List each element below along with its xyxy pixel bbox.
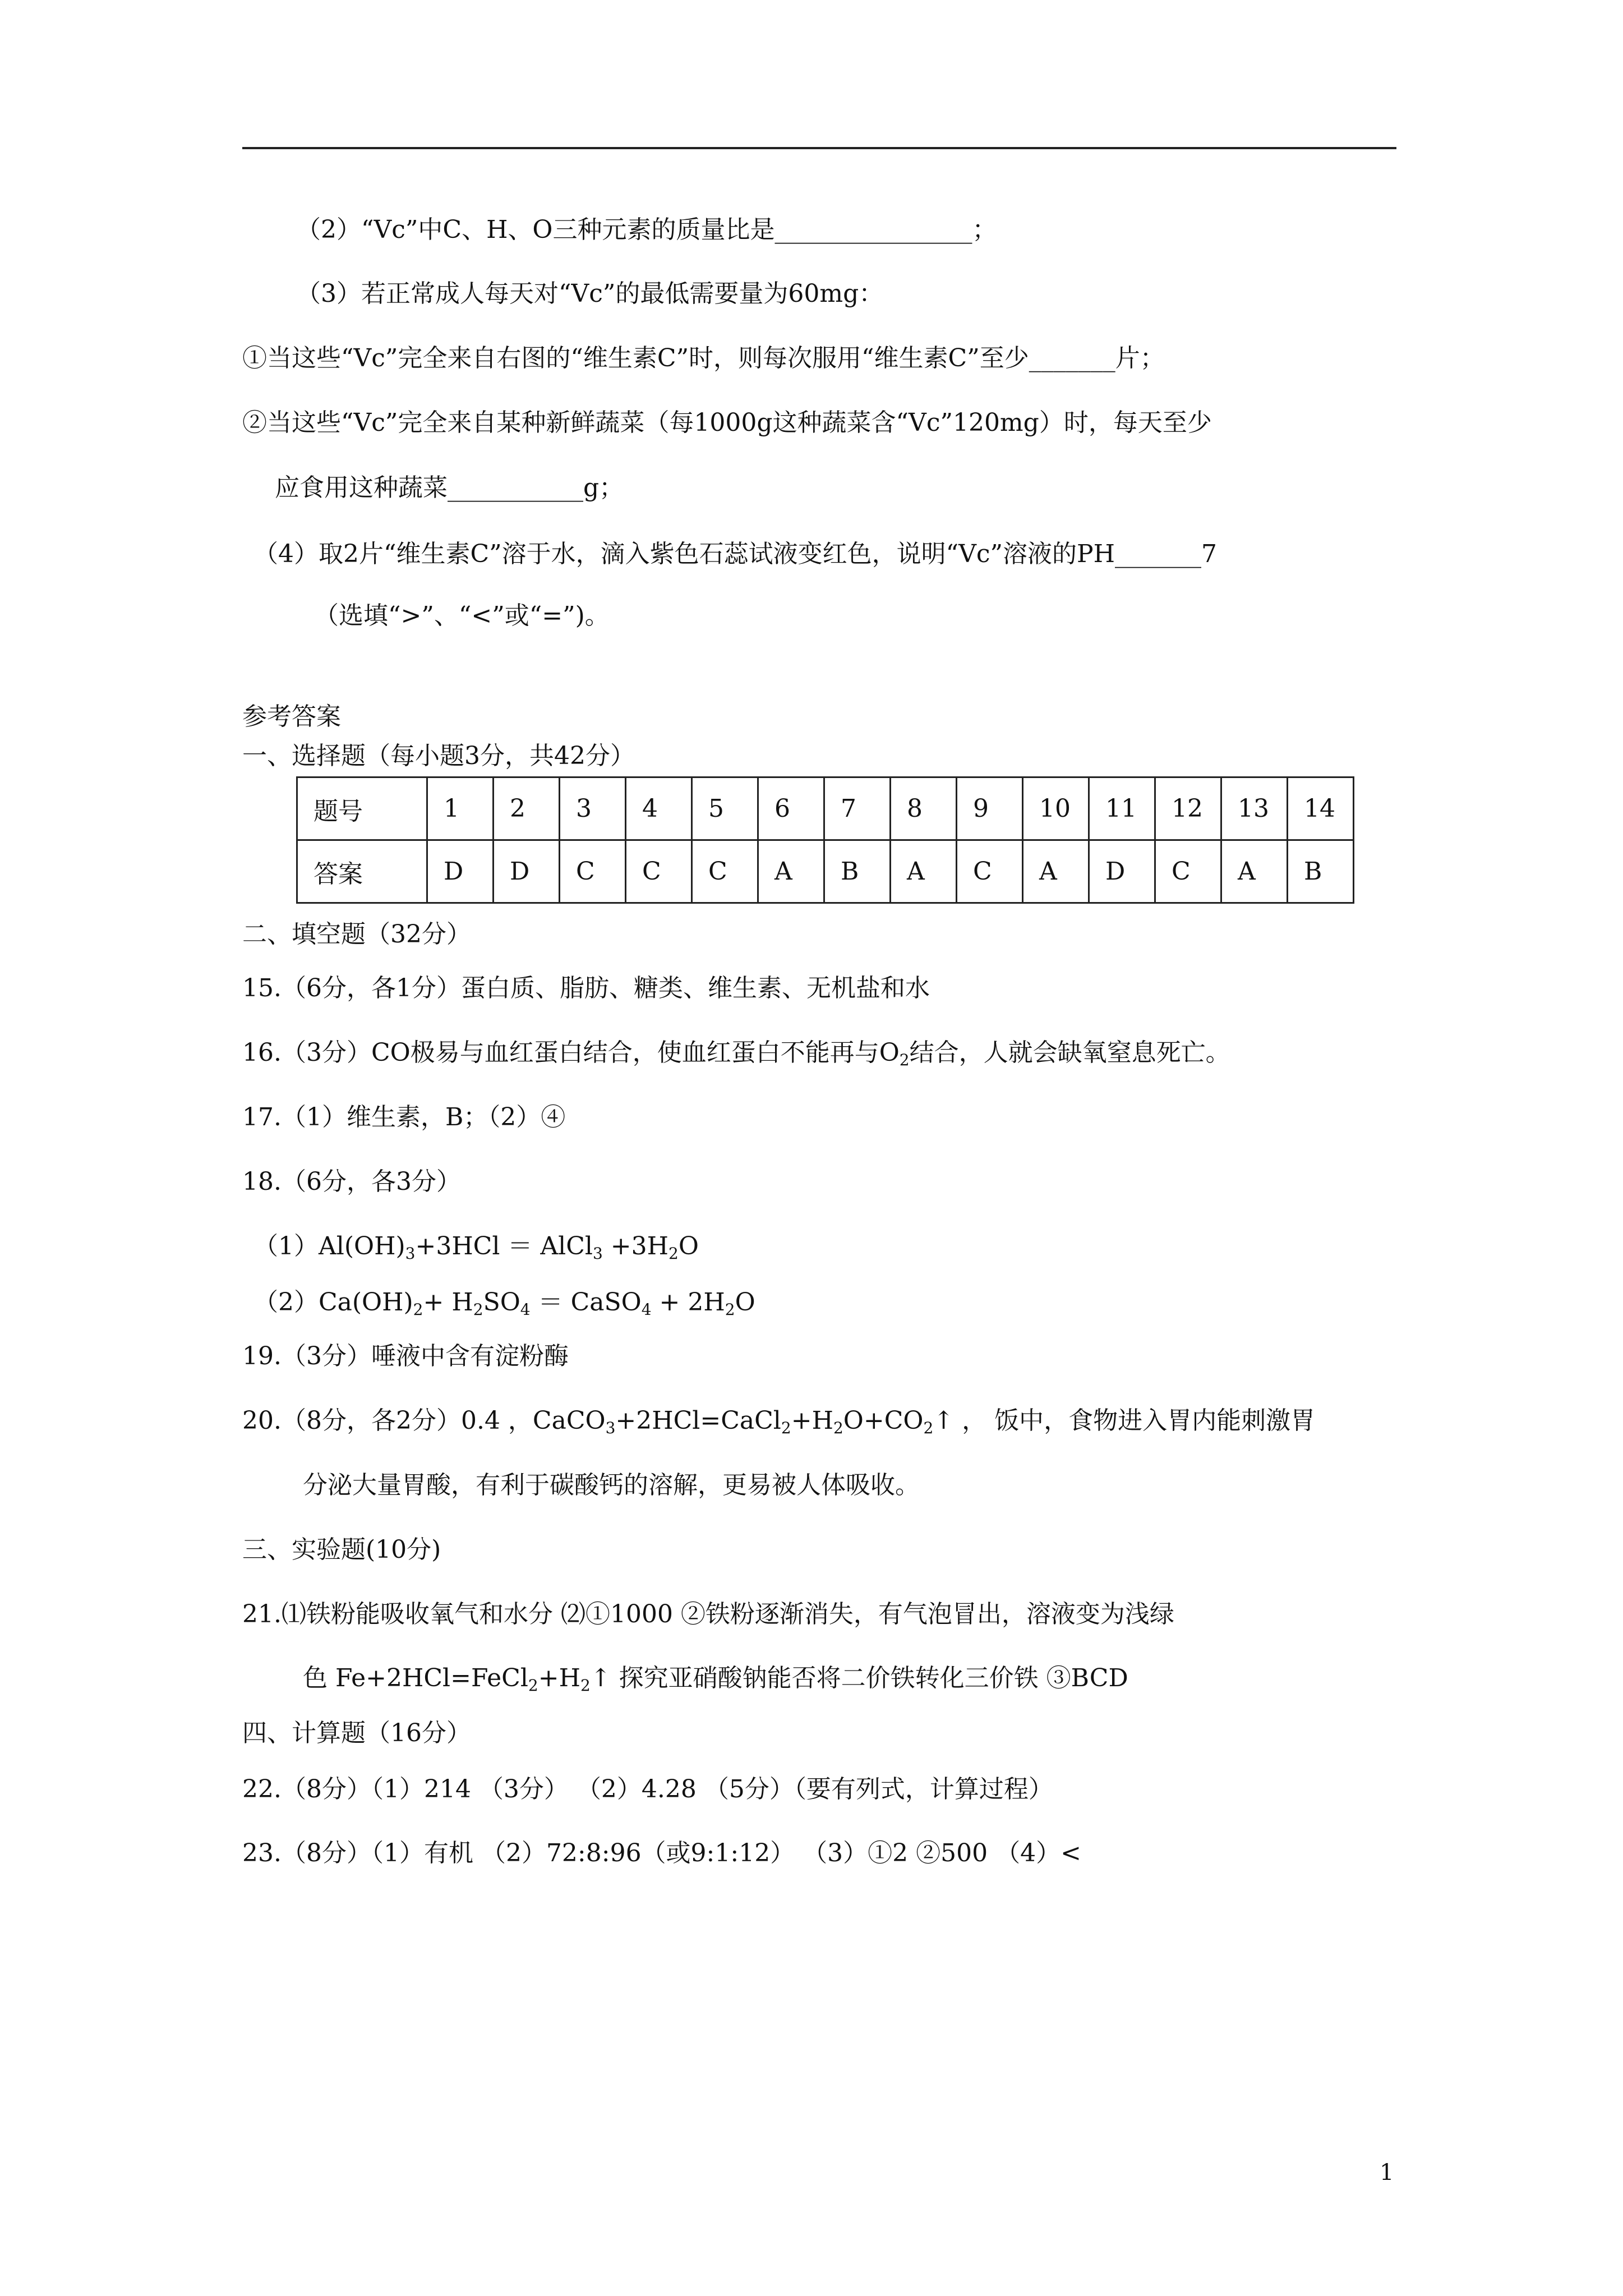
answer-18-2: $(2)Ca(OH)_2+ H_2SO_4$ ＝ CaSO$_4$ + $2H_2O$ [253, 1288, 755, 1319]
question-3: （3）若正常成人每天对“Vc”的最低需要量为60mg： [296, 279, 884, 308]
page-number: 1 [1380, 2160, 1394, 2185]
answer-20-line1: 20.（8分，各2分）0.4 ，$CaCO_3+2HCl=CaCl_2+H_2O+CO_2↑$ ， 饭中，食物进入胃内能刺激胃 [242, 1406, 1316, 1437]
table-cell: 10 [1023, 777, 1089, 840]
table-cell: D [494, 840, 560, 903]
table-row-answers [297, 840, 1354, 903]
table-cell: 1 [427, 777, 494, 840]
section-4-heading: 四、计算题（16分） [242, 1719, 471, 1747]
table-header-number: 题号 [297, 777, 427, 840]
answer-18: 18.（6分，各3分） [242, 1167, 461, 1196]
table-cell: A [1221, 840, 1288, 903]
table-cell: B [1288, 840, 1354, 903]
table-cell: C [1155, 840, 1221, 903]
table-cell: 2 [494, 777, 560, 840]
table-row-numbers [297, 777, 1354, 840]
answer-22: 22.（8分）（1）214 （3分） （2）4.28 （5分）（要有列式，计算过程） [242, 1775, 1053, 1803]
answer-15: 15.（6分，各1分）蛋白质、脂肪、糖类、维生素、无机盐和水 [242, 974, 930, 1002]
answer-21-line1: 21.⑴铁粉能吸收氧气和水分 ⑵①1000 ②铁粉逐渐消失，有气泡冒出，溶液变为浅绿 [242, 1600, 1174, 1628]
table-cell: 6 [758, 777, 824, 840]
table-cell: D [427, 840, 494, 903]
answer-17: 17.（1）维生素，B；（2）④ [242, 1103, 566, 1131]
section-3-heading: 三、实验题(10分) [242, 1535, 441, 1564]
table-cell: C [692, 840, 758, 903]
table-cell: A [1023, 840, 1089, 903]
answer-20-line2: 分泌大量胃酸，有利于碳酸钙的溶解，更易被人体吸收。 [303, 1471, 920, 1499]
table-cell: 4 [626, 777, 692, 840]
table-cell: 5 [692, 777, 758, 840]
question-3-1: ①当这些“Vc”完全来自右图的“维生素C”时，则每次服用“维生素C”至少_______片； [242, 344, 1165, 372]
table-cell: C [626, 840, 692, 903]
answers-title: 参考答案 [242, 702, 341, 731]
answer-18-1: $(1)Al(OH)_3+3HCl$ ＝ AlCl$_3$ $+3H_2O$ [253, 1232, 699, 1263]
table-cell: C [560, 840, 626, 903]
table-cell: B [824, 840, 891, 903]
table-cell: 8 [891, 777, 957, 840]
table-cell: C [957, 840, 1023, 903]
table-cell: 3 [560, 777, 626, 840]
table-cell: 11 [1089, 777, 1155, 840]
table-cell: 7 [824, 777, 891, 840]
table-cell: A [891, 840, 957, 903]
answer-16: 16.（3分）CO极易与血红蛋白结合，使血红蛋白不能再与$O_2$结合，人就会缺氧窒息死亡。 [242, 1038, 1230, 1069]
answer-21-line2: 色 $Fe+2HCl=FeCl_2+H_2↑$ 探究亚硝酸钠能否将二价铁转化三价铁 ③BCD [303, 1664, 1128, 1695]
section-2-heading: 二、填空题（32分） [242, 920, 471, 949]
answer-23: 23.（8分）（1）有机 （2）72:8:96（或9:1:12） （3）①2 ②500 （4）< [242, 1839, 1081, 1867]
table-cell: 12 [1155, 777, 1221, 840]
section-1-heading: 一、选择题（每小题3分，共42分） [242, 742, 635, 770]
question-3-2-line1: ②当这些“Vc”完全来自某种新鲜蔬菜（每1000g这种蔬菜含“Vc”120mg）时，每天至少 [242, 408, 1212, 437]
table-header-answer: 答案 [297, 840, 427, 903]
table-cell: A [758, 840, 824, 903]
table-cell: 13 [1221, 777, 1288, 840]
answer-table [296, 776, 1354, 904]
question-2: （2）“Vc”中C、H、O三种元素的质量比是________________； [296, 215, 997, 244]
table-cell: 14 [1288, 777, 1354, 840]
question-4-line2: （选填“>”、“<”或“=”)。 [314, 601, 610, 630]
answer-19: 19.（3分）唾液中含有淀粉酶 [242, 1342, 569, 1370]
question-4-line1: （4）取2片“维生素C”溶于水，滴入紫色石蕊试液变红色，说明“Vc”溶液的PH_______7 [253, 540, 1218, 568]
question-3-2-line2: 应食用这种蔬菜___________g； [275, 473, 624, 502]
table-cell: D [1089, 840, 1155, 903]
table-cell: 9 [957, 777, 1023, 840]
header-rule [242, 147, 1396, 149]
